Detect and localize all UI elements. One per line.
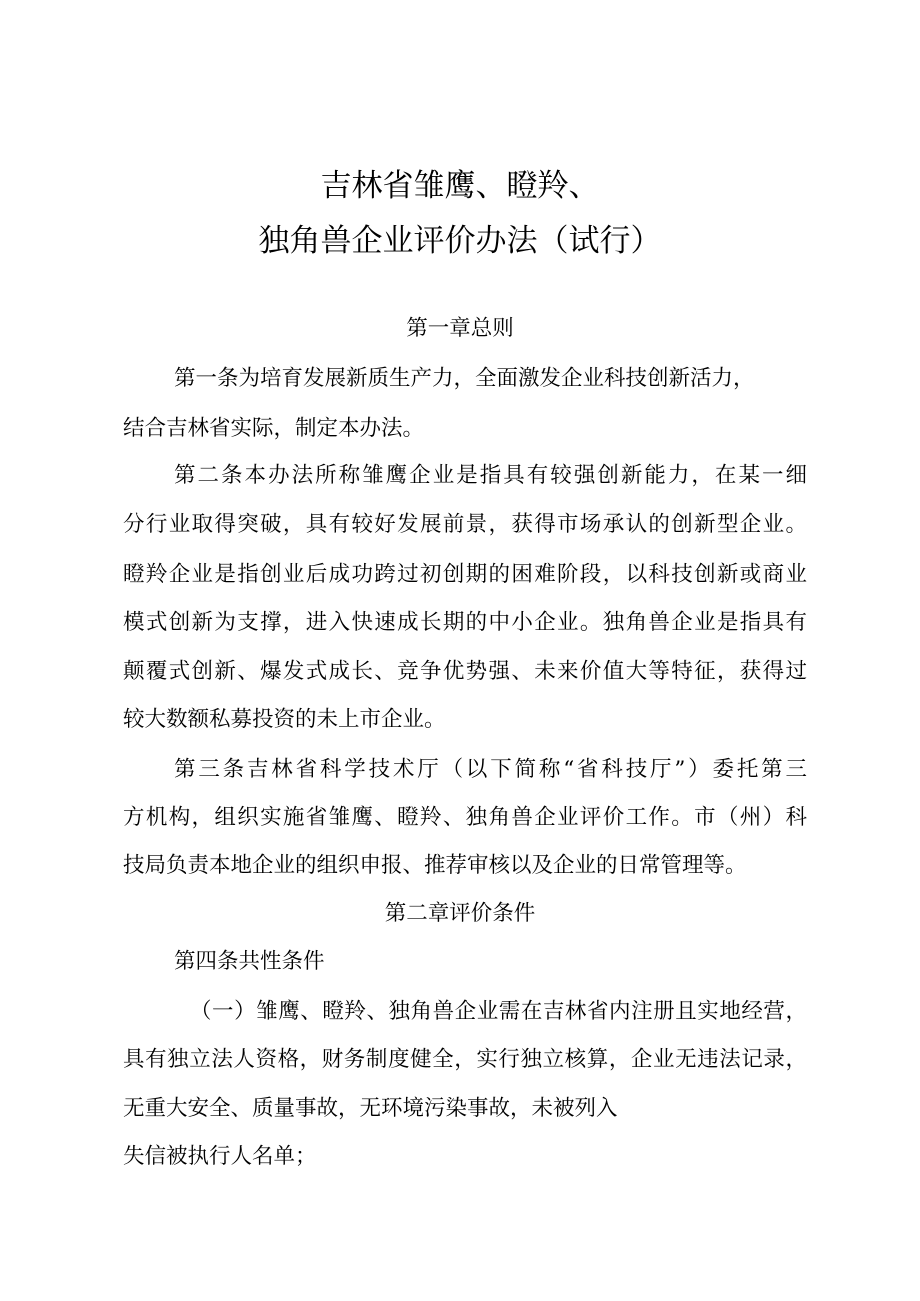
chapter-2-heading: 第二章评价条件 [384, 901, 536, 926]
article-2-line: 模式创新为支撑，进入快速成长期的中小企业。独角兽企业是指具有 [123, 610, 807, 635]
article-3-line: 第三条吉林省科学技术厅（以下简称“省科技厅”）委托第三 [174, 757, 807, 782]
clause-1-line: 具有独立法人资格，财务制度健全，实行独立核算，企业无违法记录， [123, 1047, 807, 1072]
article-3-line: 方机构，组织实施省雏鹰、瞪羚、独角兽企业评价工作。市（州）科 [123, 805, 807, 830]
article-1-line: 结合吉林省实际，制定本办法。 [123, 416, 425, 441]
clause-1-line: 失信被执行人名单； [123, 1144, 317, 1169]
article-2-line: 瞪羚企业是指创业后成功跨过初创期的困难阶段，以科技创新或商业 [123, 562, 807, 587]
article-2-line: 颠覆式创新、爆发式成长、竞争优势强、未来价值大等特征，获得过 [123, 659, 807, 684]
chapter-1-heading: 第一章总则 [406, 316, 514, 341]
clause-1-line: 无重大安全、质量事故，无环境污染事故，未被列入 [123, 1096, 618, 1121]
article-2-line: 较大数额私募投资的未上市企业。 [123, 707, 446, 732]
article-3-line: 技局负责本地企业的组织申报、推荐审核以及企业的日常管理等。 [123, 853, 747, 878]
article-2-line: 分行业取得突破，具有较好发展前景，获得市场承认的创新型企业。 [123, 512, 807, 537]
article-4-heading: 第四条共性条件 [174, 949, 325, 974]
document-title-line-2: 独角兽企业评价办法（试行） [258, 223, 662, 259]
document-title-line-1: 吉林省雏鹰、瞪羚、 [320, 168, 600, 204]
article-2-line: 第二条本办法所称雏鹰企业是指具有较强创新能力，在某一细 [174, 463, 807, 488]
clause-1-line: （一）雏鹰、瞪羚、独角兽企业需在吉林省内注册且实地经营， [190, 999, 807, 1024]
article-1-line: 第一条为培育发展新质生产力，全面激发企业科技创新活力， [174, 366, 755, 391]
